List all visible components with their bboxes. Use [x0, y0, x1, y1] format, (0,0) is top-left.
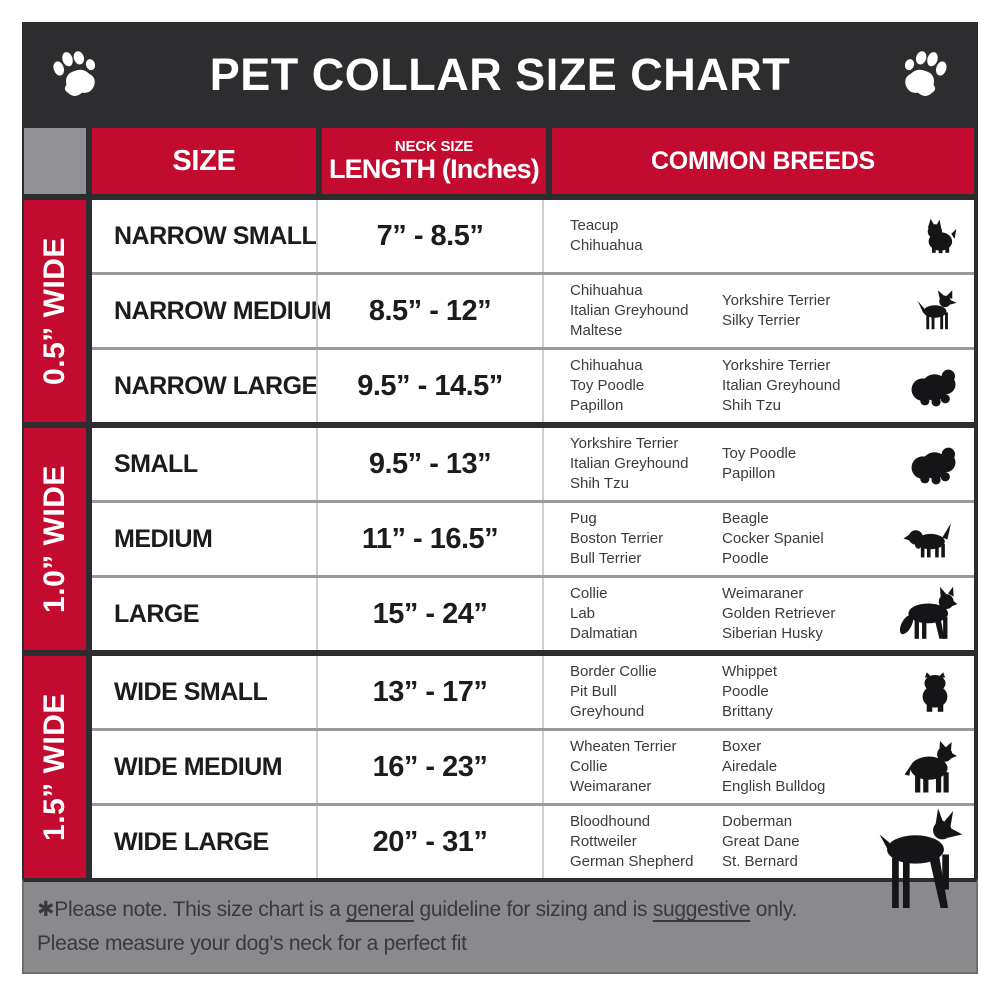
size-name: MEDIUM [114, 524, 213, 553]
header-breeds-label: COMMON BREEDS [651, 146, 875, 175]
size-name: WIDE SMALL [114, 677, 268, 706]
table-section [24, 200, 974, 422]
title-bar [22, 22, 978, 128]
width-strip [24, 656, 92, 878]
footer-text: guideline for sizing and is [414, 898, 653, 921]
table-section [24, 650, 974, 878]
breed-name: Toy Poodle [722, 445, 797, 463]
header-size [92, 128, 316, 194]
common-breeds-cell [542, 275, 974, 347]
size-name: WIDE MEDIUM [114, 752, 283, 781]
width-strip [24, 200, 92, 422]
footer-line [37, 893, 963, 927]
common-breeds-cell [542, 350, 974, 422]
bulldog-icon [912, 666, 958, 718]
paw-print-icon [46, 47, 104, 103]
section-rows [92, 656, 974, 878]
neck-size-range: 11” - 16.5” [316, 503, 542, 575]
breeds-column [722, 291, 882, 331]
breed-name: Maltese [570, 321, 623, 339]
common-breeds-cell [542, 428, 974, 500]
breed-name: Yorkshire Terrier [722, 292, 831, 310]
neck-size-range: 15” - 24” [316, 578, 542, 650]
table-row [92, 200, 974, 272]
footer-note [22, 878, 978, 974]
breeds-column [570, 281, 722, 340]
table-section [24, 422, 974, 650]
header-common-breeds [552, 128, 974, 194]
page-title: PET COLLAR SIZE CHART [209, 49, 791, 100]
breeds-column [570, 216, 722, 256]
table-header [22, 128, 978, 200]
breeds-column [570, 662, 722, 721]
section-rows [92, 200, 974, 422]
breed-name: Cocker Spaniel [722, 530, 824, 548]
breeds-column [570, 812, 722, 871]
shih-tzu-icon [906, 363, 958, 409]
table-row [92, 656, 974, 728]
breed-name: Lab [570, 605, 596, 623]
table-row [92, 803, 974, 878]
breed-name: Chihuahua [570, 237, 643, 254]
breed-name: Dalmatian [570, 624, 638, 642]
beagle-icon [898, 516, 958, 562]
table-body [22, 200, 978, 878]
size-name: WIDE LARGE [114, 827, 269, 856]
common-breeds-cell [542, 503, 974, 575]
common-breeds-cell [542, 731, 974, 803]
breed-name: Poodle [722, 683, 769, 701]
breeds-column [722, 509, 882, 568]
common-breeds-cell [542, 656, 974, 728]
section-rows [92, 428, 974, 650]
footer-text: ✱Please note. This size chart is a [37, 898, 347, 921]
breed-name: Boston Terrier [570, 530, 664, 548]
size-name: SMALL [114, 449, 198, 478]
header-neck-main-label: LENGTH (Inches) [328, 153, 539, 184]
yorkshire-terrier-icon [916, 216, 958, 256]
breed-name: Greyhound [570, 702, 645, 720]
footer-line [37, 927, 963, 961]
breeds-column [722, 356, 882, 415]
breed-name: Boxer [722, 738, 762, 756]
shih-tzu-icon [906, 441, 958, 487]
table-row [92, 500, 974, 575]
neck-size-range: 9.5” - 14.5” [316, 350, 542, 422]
breed-name: Collie [570, 758, 608, 776]
neck-size-range: 16” - 23” [316, 731, 542, 803]
breed-name: Toy Poodle [570, 377, 645, 395]
neck-size-range: 8.5” - 12” [316, 275, 542, 347]
breed-name: Italian Greyhound [570, 302, 689, 320]
width-label: 0.5” WIDE [38, 237, 71, 385]
breed-name: Yorkshire Terrier [570, 435, 679, 453]
breed-name: Rottweiler [570, 833, 637, 851]
breed-name: English Bulldog [722, 777, 826, 795]
breed-name: Shih Tzu [570, 474, 629, 492]
breeds-column [570, 434, 722, 493]
breeds-column [722, 812, 882, 871]
size-name: LARGE [114, 599, 199, 628]
breed-name: Papillon [722, 465, 776, 482]
chihuahua-icon [910, 289, 958, 333]
german-shepherd-icon [896, 586, 958, 642]
size-name: NARROW LARGE [114, 371, 318, 400]
header-size-label: SIZE [172, 144, 236, 177]
breed-name: Pit Bull [570, 683, 617, 701]
common-breeds-cell [542, 578, 974, 650]
header-neck-size [322, 128, 546, 194]
pit-bull-icon [900, 736, 958, 798]
table-row [92, 347, 974, 422]
footer-underlined-word: suggestive [652, 898, 751, 921]
neck-size-range: 13” - 17” [316, 656, 542, 728]
breed-name: Silky Terrier [722, 312, 801, 329]
doberman-icon [872, 806, 964, 918]
breed-name: Beagle [722, 510, 769, 528]
footer-text: only. [750, 898, 798, 921]
breeds-column [570, 509, 722, 568]
width-label: 1.0” WIDE [38, 465, 71, 613]
breeds-column [570, 356, 722, 415]
breed-name: Doberman [722, 813, 793, 831]
breeds-column [722, 737, 882, 796]
breed-name: Poodle [722, 549, 769, 567]
size-name: NARROW SMALL [114, 221, 317, 250]
breed-name: Airedale [722, 758, 778, 776]
breed-name: Weimaraner [570, 777, 652, 795]
breed-name: Teacup [570, 217, 619, 235]
chart-frame [22, 22, 978, 974]
breed-name: Wheaten Terrier [570, 738, 677, 756]
width-label: 1.5” WIDE [38, 693, 71, 841]
breed-name: Chihuahua [570, 357, 643, 375]
footer-underlined-word: general [346, 898, 414, 921]
breeds-column [570, 737, 722, 796]
breed-name: Yorkshire Terrier [722, 357, 831, 375]
breed-name: Italian Greyhound [570, 455, 689, 473]
breed-name: Bloodhound [570, 813, 651, 831]
neck-size-range: 7” - 8.5” [316, 200, 542, 272]
neck-size-range: 9.5” - 13” [316, 428, 542, 500]
breed-name: Italian Greyhound [722, 377, 841, 395]
size-name: NARROW MEDIUM [114, 296, 332, 325]
breed-name: Golden Retriever [722, 605, 836, 623]
breed-name: Weimaraner [722, 585, 804, 603]
paw-print-icon [896, 47, 954, 103]
common-breeds-cell [542, 200, 974, 272]
neck-size-range: 20” - 31” [316, 806, 542, 878]
breeds-column [570, 584, 722, 643]
table-row [92, 428, 974, 500]
breed-name: Great Dane [722, 833, 800, 851]
breed-name: Siberian Husky [722, 624, 823, 642]
table-row [92, 272, 974, 347]
breed-name: Shih Tzu [722, 396, 781, 414]
breed-name: Chihuahua [570, 282, 643, 300]
breed-name: Collie [570, 585, 608, 603]
breed-name: St. Bernard [722, 852, 798, 870]
breed-name: Papillon [570, 396, 624, 414]
corner-cell [24, 128, 86, 194]
common-breeds-cell [542, 806, 974, 878]
breed-name: Bull Terrier [570, 549, 642, 567]
breeds-column [722, 662, 882, 721]
breed-name: Whippet [722, 663, 778, 681]
footer-text: Please measure your dog's neck for a perfect fit [37, 932, 467, 956]
breed-name: Brittany [722, 702, 773, 720]
table-row [92, 575, 974, 650]
breed-name: Pug [570, 510, 597, 528]
table-row [92, 728, 974, 803]
breed-name: Border Collie [570, 663, 657, 681]
breed-name: German Shepherd [570, 852, 694, 870]
header-neck-top-label: NECK SIZE [394, 137, 474, 155]
breeds-column [722, 444, 882, 484]
width-strip [24, 428, 92, 650]
breeds-column [722, 584, 882, 643]
